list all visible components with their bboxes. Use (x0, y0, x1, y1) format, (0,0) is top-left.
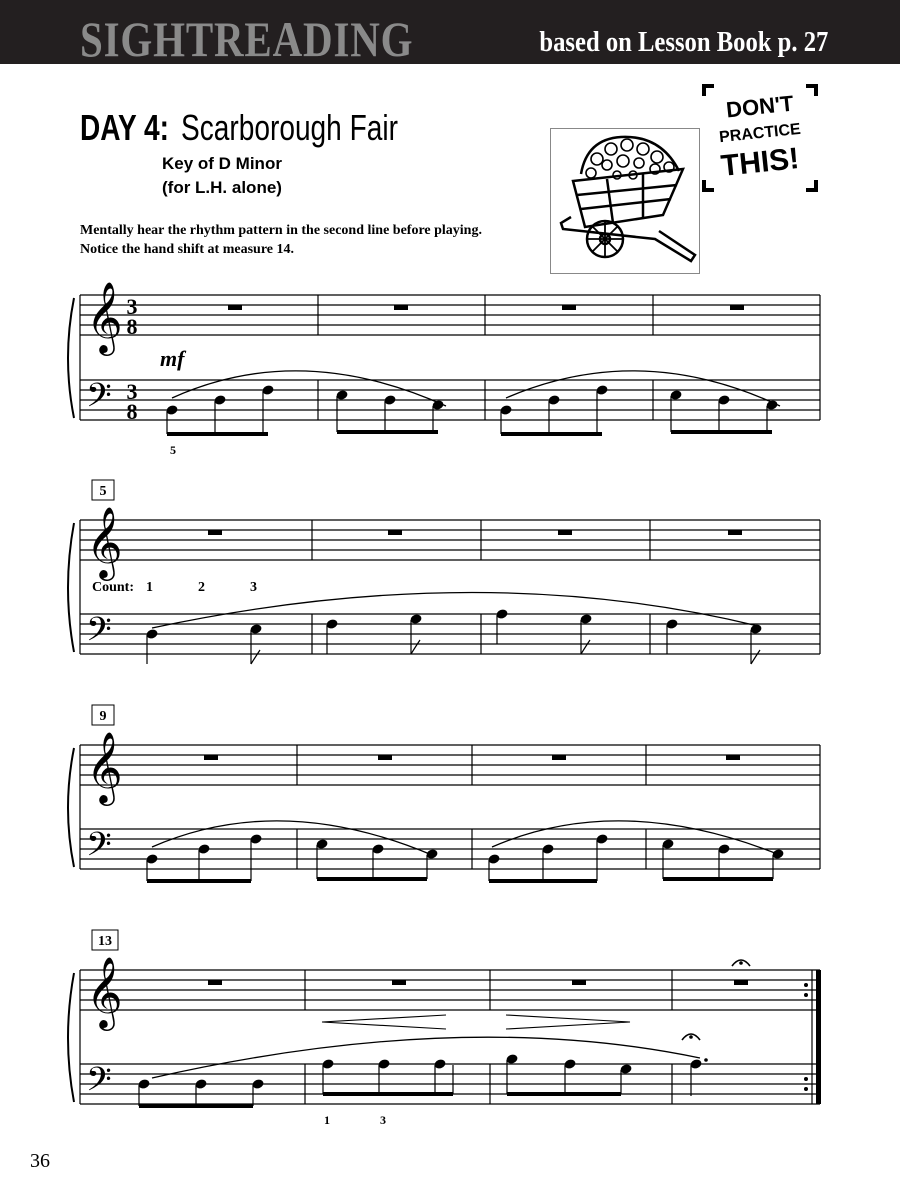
music-system-3 (60, 703, 830, 893)
stamp-line-1: DON'T (724, 90, 795, 123)
music-system-2 (60, 478, 830, 678)
flower-cart-icon (550, 128, 700, 274)
svg-text:𝄢: 𝄢 (86, 377, 112, 423)
time-sig-bottom-treble: 8 (126, 314, 138, 339)
instructions (80, 221, 550, 259)
svg-text:𝄞: 𝄞 (86, 955, 123, 1028)
day-label: DAY 4: (80, 107, 169, 148)
svg-text:𝄢: 𝄢 (86, 1061, 112, 1107)
music-system-4 (60, 928, 830, 1128)
instruction-line: Notice the hand shift at measure 14. (80, 242, 295, 257)
svg-text:𝄢: 𝄢 (86, 826, 112, 872)
stamp-line-2: PRACTICE (718, 120, 802, 147)
section-title: SIGHTREADING (80, 11, 414, 67)
measure-number: 5 (99, 484, 107, 499)
time-sig-top-bass: 3 (126, 379, 138, 404)
count-label: Count: (92, 580, 135, 595)
time-sig-bottom-bass: 8 (126, 399, 138, 424)
count-beat: 3 (250, 580, 257, 595)
instruction-line: Mentally hear the rhythm pattern in the second line before playing. (80, 223, 482, 238)
music-system-1 (60, 280, 830, 470)
svg-text:𝄞: 𝄞 (86, 505, 123, 578)
system-4-staves (60, 928, 830, 1128)
svg-text:𝄞: 𝄞 (86, 730, 123, 803)
dynamic-mark: mf (160, 346, 185, 371)
fingering: 5 (170, 443, 176, 457)
system-3-staves (60, 703, 830, 893)
system-1-staves (60, 280, 830, 470)
dont-practice-stamp (702, 82, 818, 194)
hand-note: (for L.H. alone) (162, 178, 282, 197)
page-number: 36 (30, 1150, 50, 1172)
measure-number: 13 (98, 934, 112, 949)
svg-text:𝄞: 𝄞 (86, 280, 123, 353)
stamp-line-3: THIS! (719, 141, 801, 184)
song-title: Scarborough Fair (181, 107, 399, 148)
key-label: Key of D Minor (162, 154, 282, 173)
fingering: 1 (324, 1113, 330, 1127)
svg-text:𝄢: 𝄢 (86, 611, 112, 657)
time-sig-top-treble: 3 (126, 294, 138, 319)
piece-heading (80, 108, 459, 148)
measure-number: 9 (99, 709, 107, 724)
system-2-staves (60, 478, 830, 678)
count-beat: 2 (198, 580, 205, 595)
fingering: 3 (380, 1113, 386, 1127)
lesson-book-reference: based on Lesson Book p. 27 (539, 27, 828, 58)
count-beat: 1 (146, 580, 153, 595)
